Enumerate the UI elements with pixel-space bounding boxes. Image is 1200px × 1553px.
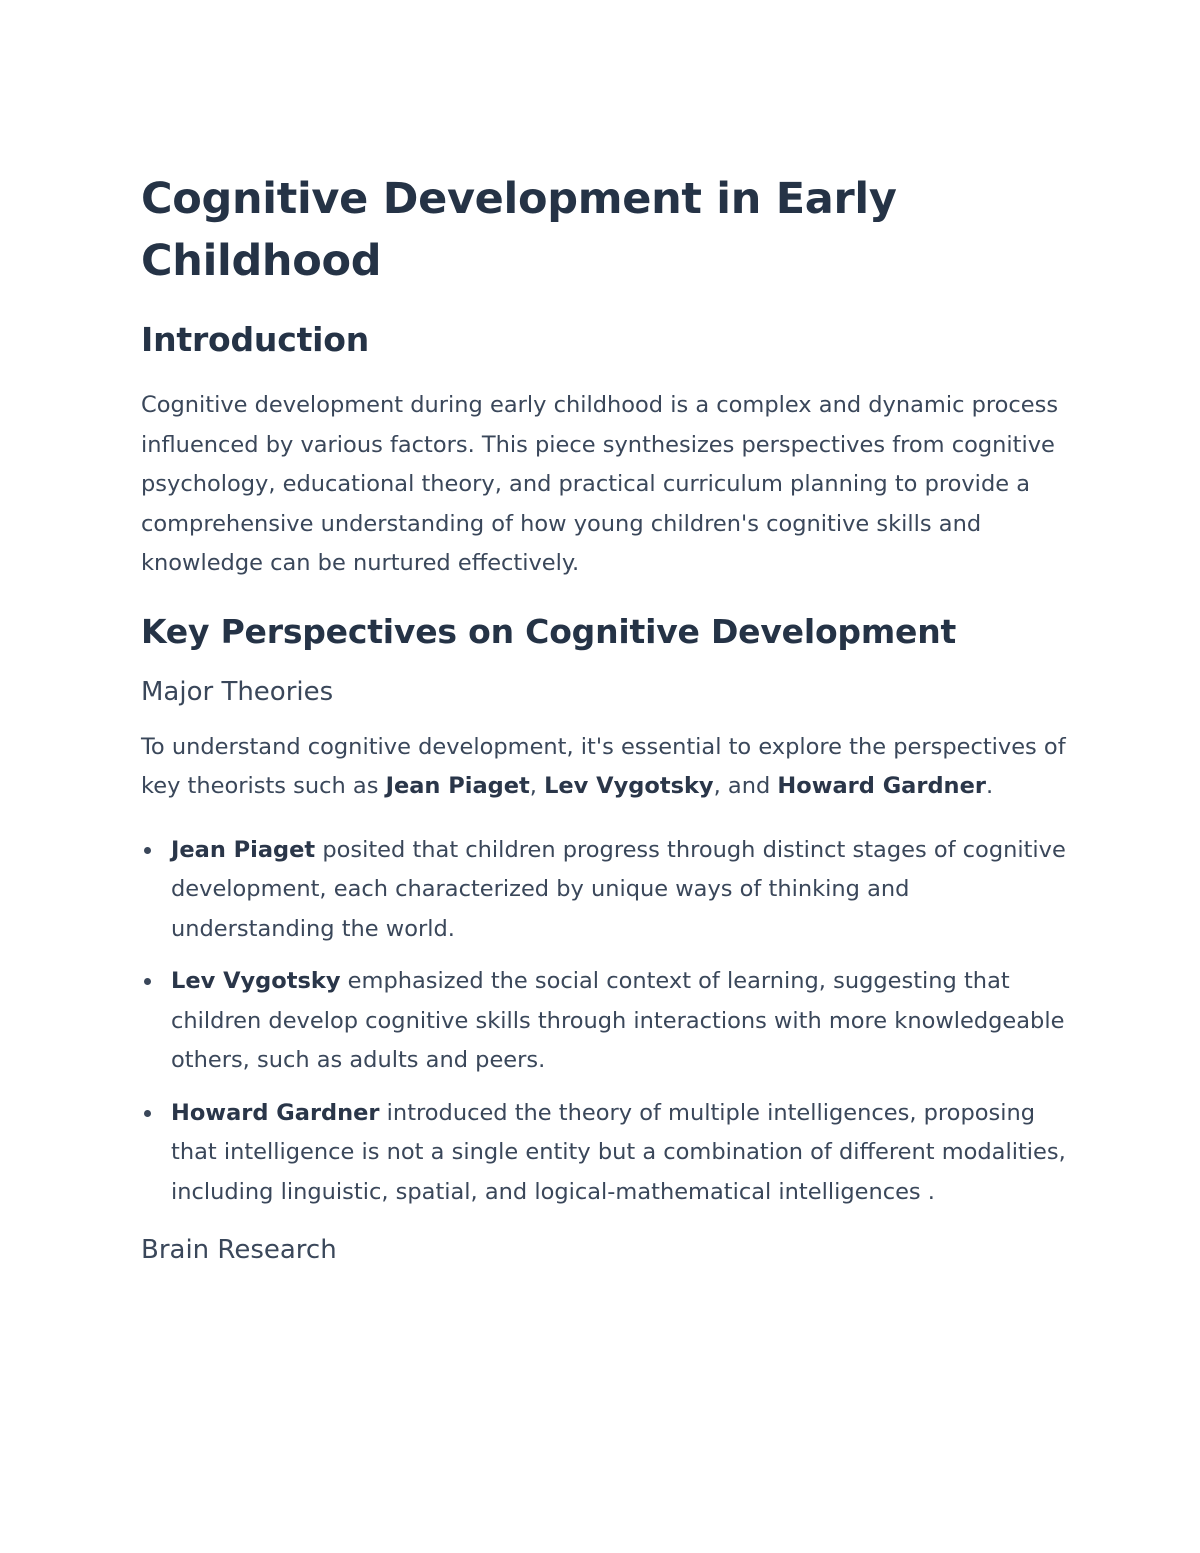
- theorists-list: [141, 831, 1070, 1213]
- key-perspectives-heading: Key Perspectives on Cognitive Development: [141, 611, 957, 651]
- theorist-name: Lev Vygotsky: [171, 968, 341, 994]
- major-theories-intro: [141, 728, 1070, 807]
- separator: ,: [529, 773, 545, 799]
- theorist-name: Jean Piaget: [385, 773, 530, 799]
- theorist-description: emphasized the social context of learning, suggesting that children develop cognitive skills through interactions with more knowledgeable others, such as adults and peers.: [171, 968, 1065, 1073]
- list-item: [141, 831, 1070, 950]
- introduction-heading: Introduction: [141, 320, 370, 359]
- theorist-description: introduced the theory of multiple intelligences, proposing that intelligence is not a single entity but a combination of different modalities, including linguistic, spatial, and logical-mathematical intelligences .: [171, 1099, 1066, 1205]
- separator: , and: [713, 773, 778, 799]
- list-item: [141, 1094, 1070, 1213]
- intro-end: .: [985, 773, 994, 799]
- introduction-paragraph: Cognitive development during early childhood is a complex and dynamic process influenced by various factors. This piece synthesizes perspectives from cognitive psychology, educational theory, and practical curriculum planning to provide a comprehensive understanding of how young children's cognitive skills and knowledge can be nurtured effectively.: [141, 392, 1059, 576]
- theorist-name: Lev Vygotsky: [544, 773, 714, 799]
- theorist-name: Jean Piaget: [171, 836, 316, 863]
- list-item: [141, 962, 1070, 1081]
- document-title: Cognitive Development in Early Childhood: [141, 174, 897, 286]
- brain-research-heading: Brain Research: [141, 1235, 337, 1265]
- major-theories-heading: Major Theories: [141, 676, 334, 707]
- intro-text: To understand cognitive development, it's essential to explore the perspectives of key theorists such as: [141, 733, 1066, 799]
- theorist-name: Howard Gardner: [777, 773, 986, 799]
- theorist-description: posited that children progress through distinct stages of cognitive development, each characterized by unique ways of thinking and understanding the world.: [171, 836, 1066, 942]
- theorist-name: Howard Gardner: [171, 1099, 380, 1126]
